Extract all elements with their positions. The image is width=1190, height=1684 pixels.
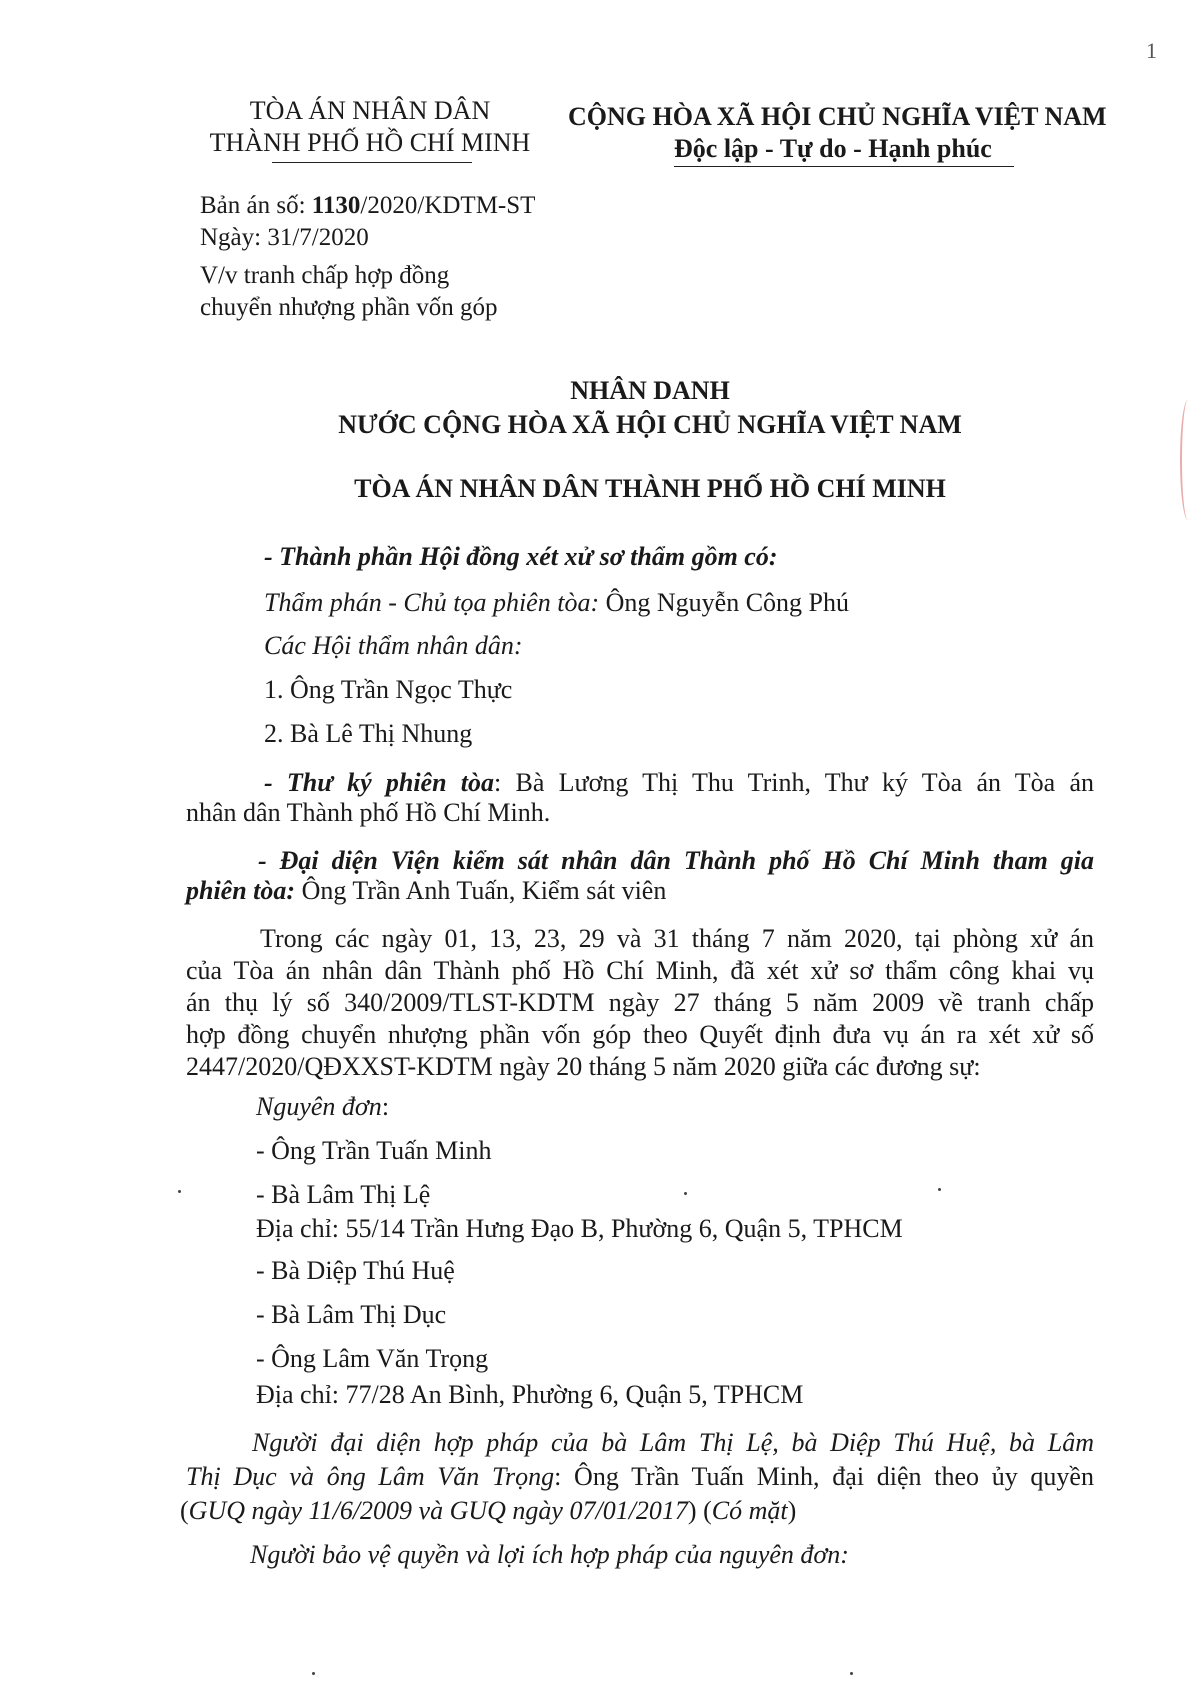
title-court: TÒA ÁN NHÂN DÂN THÀNH PHỐ HỒ CHÍ MINH <box>354 474 946 503</box>
judgment-number-prefix: Bản án số: <box>200 192 312 219</box>
judgment-number-value: 1130 <box>311 192 361 219</box>
clerk-line1 <box>186 768 1094 798</box>
clerk-text: : Bà Lương Thị Thu Trinh, Thư ký Tòa án Tòa án <box>494 768 1095 797</box>
rep-paren-mid: ) ( <box>687 1496 712 1525</box>
plaintiff-4: - Bà Lâm Thị Dục <box>256 1300 447 1329</box>
hearing-line2: của Tòa án nhân dân Thành phố Hồ Chí Minh, đã xét xử sơ thẩm công khai vụ <box>186 956 1094 985</box>
nation-motto: Độc lập - Tự do - Hạnh phúc <box>674 134 992 163</box>
subject-line1: V/v tranh chấp hợp đồng <box>200 262 450 289</box>
procuracy-line2 <box>186 876 666 906</box>
assessor-2: 2. Bà Lê Thị Nhung <box>264 719 473 748</box>
hearing-line1 <box>186 924 1094 954</box>
protector-label: Người bảo vệ quyền và lợi ích hợp pháp của nguyên đơn: <box>250 1540 849 1569</box>
plaintiff-label <box>256 1092 389 1122</box>
plaintiff-2: - Bà Lâm Thị Lệ <box>256 1180 431 1209</box>
scan-speck <box>938 1188 941 1191</box>
assessor-1: 1. Ông Trần Ngọc Thực <box>264 675 513 704</box>
procuracy-label-end: phiên tòa: <box>186 876 296 905</box>
motto-underline <box>674 166 1014 167</box>
rep-present: Có mặt <box>711 1496 788 1525</box>
judgment-number <box>200 192 535 220</box>
representative-label-end: Thị Dục và ông Lâm Văn Trọng <box>186 1462 555 1491</box>
court-name-line1: TÒA ÁN NHÂN DÂN <box>249 96 491 125</box>
clerk-label: - Thư ký phiên tòa <box>264 768 495 797</box>
judgment-date: Ngày: 31/7/2020 <box>200 224 369 251</box>
title-in-the-name: NHÂN DANH <box>570 376 730 405</box>
hearing-line5: 2447/2020/QĐXXST-KDTM ngày 20 tháng 5 năm 2020 giữa các đương sự: <box>186 1052 981 1081</box>
representative-name: : Ông Trần Tuấn Minh, đại diện theo ủy quyền <box>554 1462 1094 1491</box>
judgment-number-suffix: /2020/KDTM-ST <box>360 192 536 219</box>
judge-label: Thẩm phán - Chủ tọa phiên tòa: <box>264 588 600 617</box>
page-number: 1 <box>1146 38 1157 63</box>
plaintiff-label-colon: : <box>381 1092 390 1121</box>
hearing-line3: án thụ lý số 340/2009/TLST-KDTM ngày 27 tháng 5 năm 2009 về tranh chấp <box>186 988 1094 1017</box>
rep-authorization: GUQ ngày 11/6/2009 và GUQ ngày 07/01/2017 <box>188 1496 688 1525</box>
rep-paren-close: ) <box>787 1496 797 1525</box>
judge-name: Ông Nguyễn Công Phú <box>599 588 850 617</box>
plaintiff-label-text: Nguyên đơn <box>256 1092 382 1121</box>
plaintiff-address-2: Địa chỉ: 77/28 An Bình, Phường 6, Quận 5, TPHCM <box>256 1380 804 1409</box>
scan-speck <box>312 1672 315 1675</box>
representative-line1 <box>186 1428 1094 1458</box>
nation-title: CỘNG HÒA XÃ HỘI CHỦ NGHĨA VIỆT NAM <box>568 102 1107 131</box>
panel-heading: - Thành phần Hội đồng xét xử sơ thẩm gồm có: <box>264 542 778 571</box>
representative-line2 <box>186 1462 1094 1492</box>
scan-speck <box>684 1192 687 1195</box>
hearing-line4: hợp đồng chuyển nhượng phần vốn góp theo Quyết định đưa vụ án ra xét xử số <box>186 1020 1094 1049</box>
hearing-text-1: Trong các ngày 01, 13, 23, 29 và 31 tháng 7 năm 2020, tại phòng xử án <box>260 924 1094 953</box>
court-name-line2: THÀNH PHỐ HỒ CHÍ MINH <box>209 128 531 157</box>
clerk-line2: nhân dân Thành phố Hồ Chí Minh. <box>186 798 551 827</box>
plaintiff-1: - Ông Trần Tuấn Minh <box>256 1136 492 1165</box>
procuracy-officer: Ông Trần Anh Tuấn, Kiểm sát viên <box>295 876 667 905</box>
court-underline <box>272 162 472 163</box>
representative-label: Người đại diện hợp pháp của bà Lâm Thị Lệ, bà Diệp Thú Huệ, bà Lâm <box>252 1428 1094 1457</box>
rep-paren-open: ( <box>180 1496 189 1525</box>
scan-speck <box>850 1672 853 1675</box>
scan-speck <box>178 1190 181 1193</box>
title-nation: NƯỚC CỘNG HÒA XÃ HỘI CHỦ NGHĨA VIỆT NAM <box>338 410 962 439</box>
subject-line2: chuyển nhượng phần vốn góp <box>200 294 498 321</box>
presiding-judge <box>264 588 849 618</box>
representative-line3 <box>180 1496 796 1526</box>
assessors-label: Các Hội thẩm nhân dân: <box>264 631 523 660</box>
plaintiff-5: - Ông Lâm Văn Trọng <box>256 1344 489 1373</box>
procuracy-label: - Đại diện Viện kiểm sát nhân dân Thành phố Hồ Chí Minh tham gia <box>258 846 1094 875</box>
plaintiff-address-1: Địa chỉ: 55/14 Trần Hưng Đạo B, Phường 6, Quận 5, TPHCM <box>256 1214 903 1243</box>
plaintiff-3: - Bà Diệp Thú Huệ <box>256 1256 455 1285</box>
procuracy-line1 <box>186 846 1094 876</box>
